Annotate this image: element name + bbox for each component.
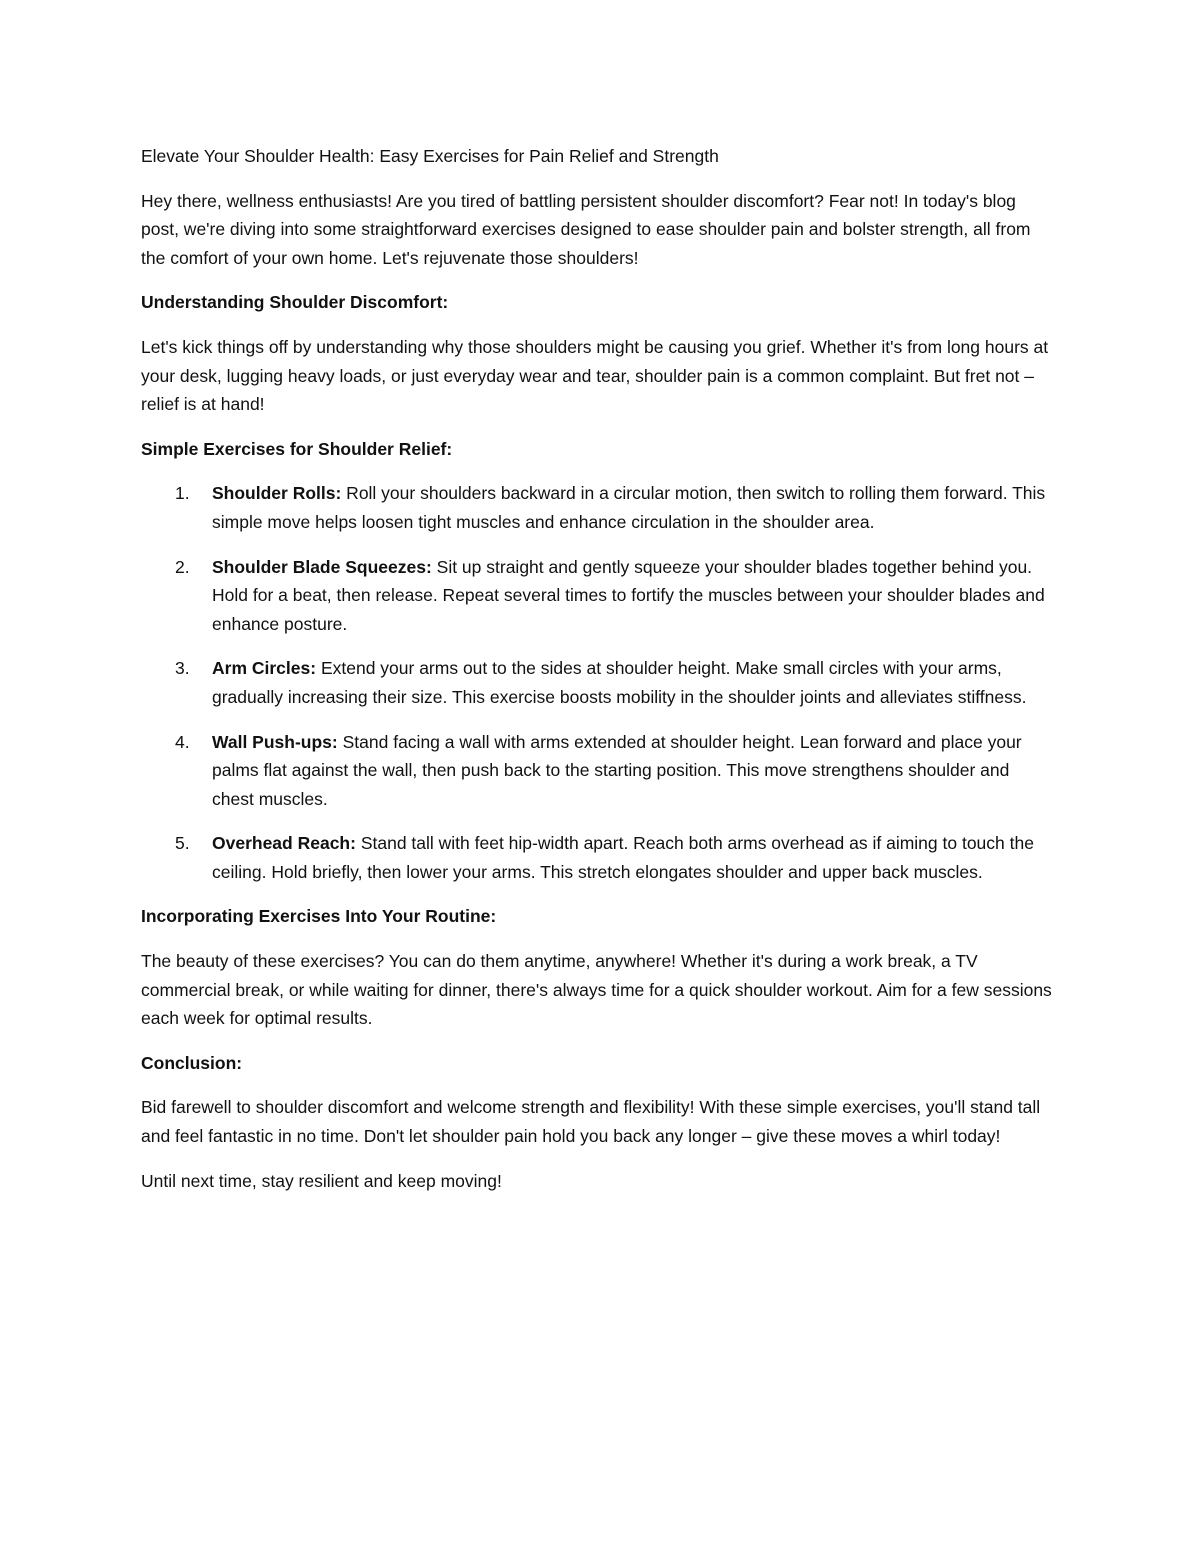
- conclusion-paragraph: Bid farewell to shoulder discomfort and welcome strength and flexibility! With these simple exercises, you'll stand tall and feel fantastic in no time. Don't let shoulder pain hold you back any longer – give these moves a whirl today!: [141, 1097, 1041, 1147]
- exercise-description: Stand facing a wall with arms extended at shoulder height. Lean forward and place your palms flat against the wall, then push back to the starting position. This move strengthens shoulder and chest muscles.: [212, 731, 1022, 809]
- document-page: [141, 142, 1056, 1211]
- heading-conclusion: Conclusion:: [141, 1052, 243, 1073]
- list-item: [141, 479, 1056, 536]
- list-item: [141, 553, 1056, 639]
- understanding-paragraph: Let's kick things off by understanding why those shoulders might be causing you grief. Whether it's from long hours at your desk, lugging heavy loads, or just everyday wear and tear, shoulder pain is a common complaint. But fret not – relief is at hand!: [141, 336, 1049, 415]
- intro-paragraph: Hey there, wellness enthusiasts! Are you tired of battling persistent shoulder discomfort? Fear not! In today's blog post, we're diving into some straightforward exercises designed to ease shoulder pain and bolster strength, all from the comfort of your own home. Let's rejuvenate those shoulders!: [141, 190, 1031, 268]
- heading-exercises: Simple Exercises for Shoulder Relief:: [141, 438, 453, 459]
- exercise-term: Arm Circles:: [212, 658, 317, 679]
- list-item: [141, 728, 1056, 814]
- list-number: 4.: [175, 731, 190, 752]
- heading-routine: Incorporating Exercises Into Your Routine:: [141, 906, 497, 927]
- heading-understanding: Understanding Shoulder Discomfort:: [141, 292, 449, 313]
- exercise-description: Roll your shoulders backward in a circular motion, then switch to rolling them forward. This simple move helps loosen tight muscles and enhance circulation in the shoulder area.: [212, 483, 1046, 532]
- list-number: 2.: [175, 556, 190, 577]
- exercise-description: Sit up straight and gently squeeze your shoulder blades together behind you. Hold for a beat, then release. Repeat several times to fortify the muscles between your shoulder blades and enhance posture.: [212, 556, 1045, 634]
- list-number: 1.: [175, 483, 190, 504]
- exercise-term: Wall Push-ups:: [212, 731, 338, 752]
- list-number: 3.: [175, 658, 190, 679]
- list-item: [141, 829, 1056, 886]
- document-title: Elevate Your Shoulder Health: Easy Exercises for Pain Relief and Strength: [141, 146, 719, 166]
- signoff-paragraph: Until next time, stay resilient and keep moving!: [141, 1170, 502, 1191]
- exercise-description: Stand tall with feet hip-width apart. Reach both arms overhead as if aiming to touch the ceiling. Hold briefly, then lower your arms. This stretch elongates shoulder and upper back muscles.: [212, 833, 1034, 882]
- exercise-term: Shoulder Rolls:: [212, 483, 342, 504]
- exercise-term: Shoulder Blade Squeezes:: [212, 556, 432, 577]
- exercise-term: Overhead Reach:: [212, 833, 356, 854]
- exercise-list: [141, 479, 1056, 886]
- list-number: 5.: [175, 833, 190, 854]
- routine-paragraph: The beauty of these exercises? You can do them anytime, anywhere! Whether it's during a work break, a TV commercial break, or while waiting for dinner, there's always time for a quick shoulder workout. Aim for a few sessions each week for optimal results.: [141, 951, 1052, 1029]
- list-item: [141, 654, 1056, 711]
- exercise-description: Extend your arms out to the sides at shoulder height. Make small circles with your arms, gradually increasing their size. This exercise boosts mobility in the shoulder joints and alleviates stiffness.: [212, 658, 1027, 707]
